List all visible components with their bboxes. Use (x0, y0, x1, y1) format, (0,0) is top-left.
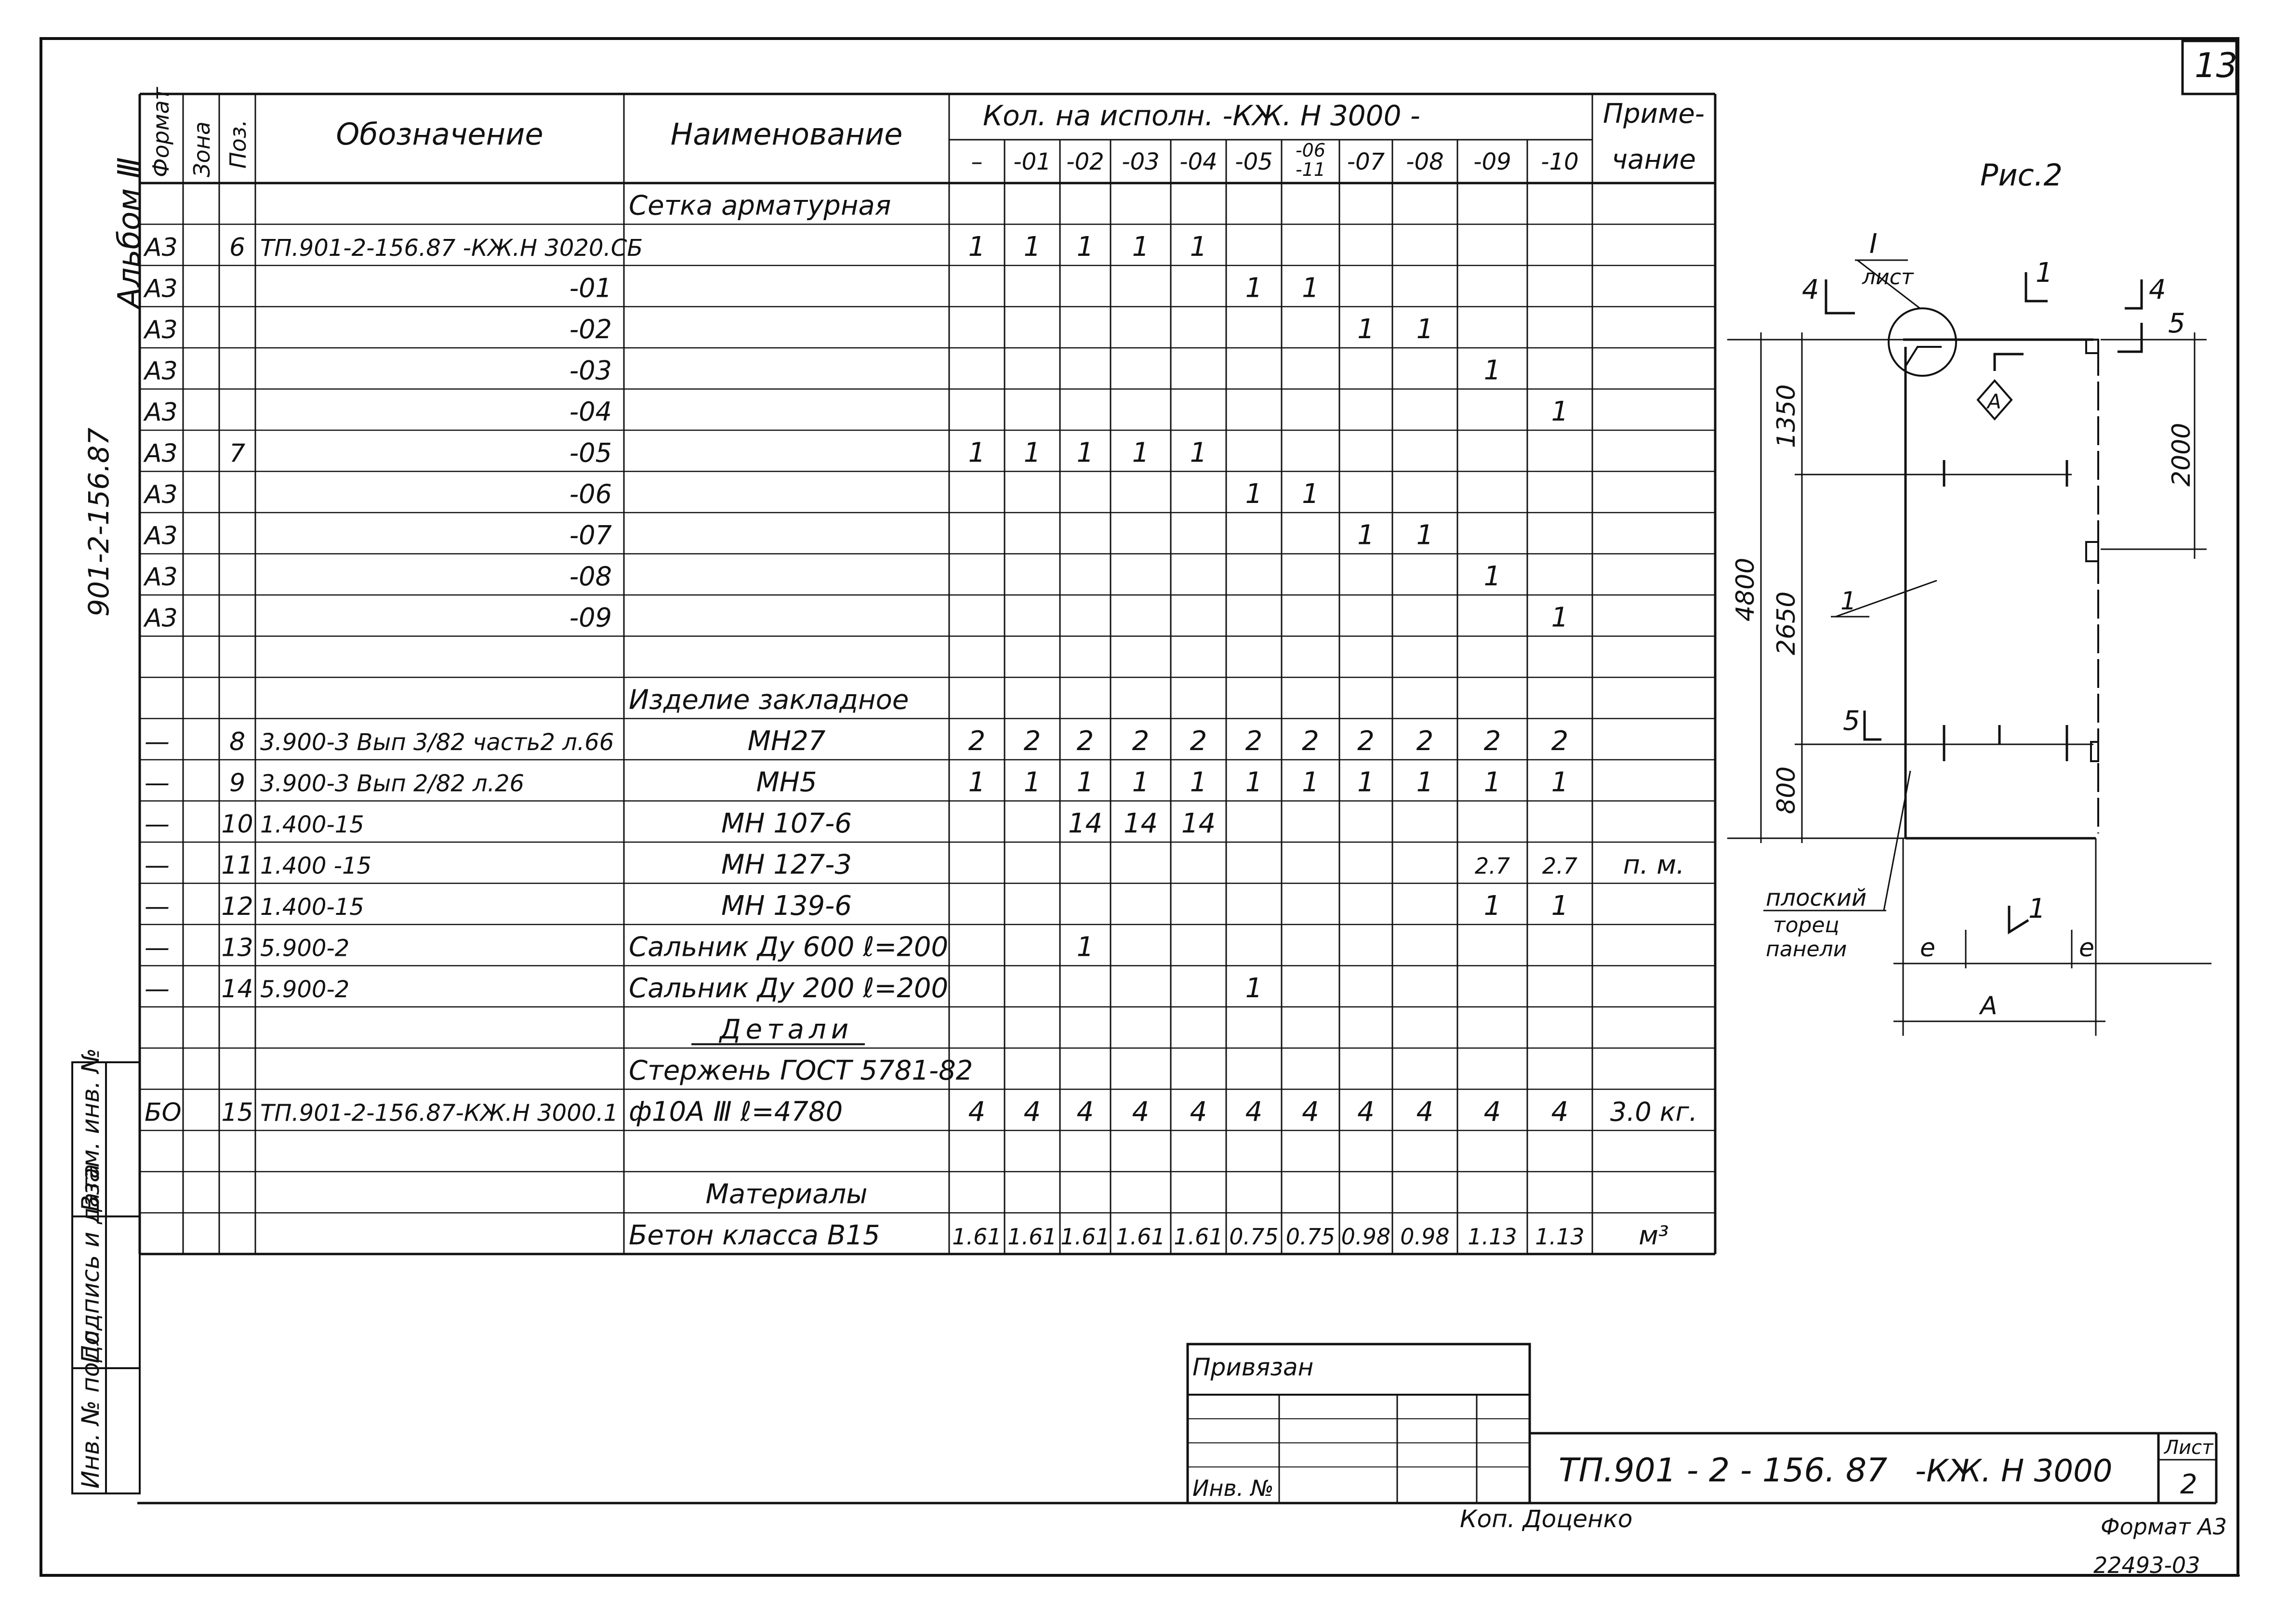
cell-format: А3 (145, 398, 178, 427)
cell-qty: 14 (1068, 808, 1103, 839)
exec-col-header: -07 (1347, 148, 1385, 175)
cell-qty: 2 (1357, 726, 1375, 757)
cell-qty: 1 (1357, 766, 1375, 798)
privyazan-label: Привязан (1192, 1353, 1314, 1381)
flat-end-note-2: торец (1773, 913, 1839, 937)
cell-designation: 1.400-15 (260, 811, 364, 838)
section-5-left-mark (1865, 711, 1881, 739)
cell-designation: 3.900-3 Вып 2/82 л.26 (260, 770, 525, 797)
cell-qty: 2 (1023, 726, 1041, 757)
doc-code: ТП.901 - 2 - 156. 87 (1559, 1452, 1888, 1490)
cell-qty: 2 (1132, 726, 1150, 757)
dim-2650: 2650 (1772, 591, 1801, 655)
cell-qty: 1 (1245, 272, 1263, 304)
cell-designation: -04 (569, 396, 612, 427)
cell-qty: 1 (1076, 437, 1094, 469)
cell-format: — (145, 810, 170, 839)
cell-qty: 0.75 (1229, 1224, 1279, 1250)
header-note-line2: чание (1612, 144, 1696, 175)
cell-qty: 2 (1551, 726, 1569, 757)
dim-total: 4800 (1731, 557, 1760, 621)
header-qty-group: Кол. на исполн. -КЖ. Н 3000 - (983, 99, 1420, 132)
cell-qty: 4 (1302, 1096, 1319, 1128)
cell-qty: 0.98 (1341, 1224, 1391, 1250)
cell-pos: 7 (229, 439, 246, 468)
cell-format: — (145, 933, 170, 963)
section-5-left: 5 (1843, 705, 1860, 737)
view-a-arrow (1995, 354, 2024, 371)
cell-note: 3.0 кг. (1610, 1096, 1698, 1127)
specification-table (140, 87, 1715, 1254)
project-code-vertical: 901-2-156.87 (82, 427, 115, 617)
copied-by: Коп. Доценко (1460, 1505, 1633, 1533)
cell-name: Сальник Ду 200 ℓ=200 (629, 973, 949, 1004)
flat-end-note-3: панели (1766, 937, 1847, 962)
cell-qty: 1 (1132, 766, 1150, 798)
cell-name: МН 139-6 (721, 890, 852, 922)
stamp-cell-inv-podl: Инв. № подл. (77, 1322, 105, 1489)
cell-name: МН5 (756, 766, 817, 798)
cell-name: Сетка арматурная (629, 190, 891, 222)
cell-designation: 3.900-3 Вып 3/82 часть2 л.66 (260, 729, 614, 756)
cell-pos: 11 (221, 851, 253, 880)
cell-qty: 14 (1123, 808, 1158, 839)
dim-800: 800 (1772, 766, 1801, 814)
cell-name: МН 127-3 (721, 849, 852, 881)
cell-qty: 4 (1416, 1096, 1434, 1128)
cell-qty: 1.61 (1174, 1224, 1223, 1250)
cell-qty: 1 (1190, 231, 1207, 263)
cell-name: Бетон класса В15 (629, 1220, 880, 1251)
cell-qty: 1.61 (1007, 1224, 1057, 1250)
cell-qty: 1 (1302, 272, 1319, 304)
header-format: Формат (148, 87, 174, 177)
cell-pos: 6 (229, 233, 246, 262)
view-a-marker-letter: А (1987, 390, 2001, 413)
cell-name: Изделие закладное (629, 684, 909, 716)
cell-pos: 13 (221, 933, 253, 963)
cell-name: Сальник Ду 600 ℓ=200 (629, 931, 949, 963)
cell-qty: 1 (1357, 519, 1375, 551)
cell-qty: 1 (968, 231, 986, 263)
album-label: Альбом Ⅲ (112, 157, 147, 308)
exec-col-header: -10 (1541, 148, 1579, 175)
stamp-cell-podpis: Подпись и дата (77, 1163, 105, 1363)
section-1-bottom: 1 (2028, 893, 2046, 924)
cell-qty: 2.7 (1474, 853, 1510, 879)
cell-qty: 4 (1551, 1096, 1569, 1128)
cell-qty: 1 (968, 437, 986, 469)
exec-col-header: -01 (1013, 148, 1051, 175)
cell-format: БО (145, 1098, 182, 1127)
cell-pos: 15 (221, 1098, 253, 1127)
cell-designation: ТП.901-2-156.87-КЖ.Н 3000.1 (260, 1099, 619, 1127)
exec-col-header: -08 (1406, 148, 1444, 175)
cell-name: ф10А Ⅲ ℓ=4780 (629, 1096, 843, 1128)
exec-col-header: -02 (1066, 148, 1104, 175)
exec-col-header: -09 (1473, 148, 1511, 175)
panel-top-left-detail (1905, 347, 1942, 366)
cell-pos: 8 (229, 727, 246, 756)
dim-e-left: e (1920, 934, 1935, 963)
cell-qty: 0.98 (1400, 1224, 1450, 1250)
cell-designation: -01 (569, 273, 612, 304)
cell-qty: 1 (1023, 231, 1041, 263)
cell-note: п. м. (1623, 849, 1685, 880)
cell-qty: 1.61 (1060, 1224, 1110, 1250)
cell-qty: 1 (1302, 766, 1319, 798)
cell-qty: 1 (1416, 314, 1434, 345)
cell-qty: 1 (1190, 437, 1207, 469)
panel-notch-top (2086, 340, 2098, 353)
cell-qty: 1 (1245, 973, 1263, 1004)
cell-format: — (145, 851, 170, 880)
cell-pos: 9 (229, 768, 246, 798)
cell-designation: -02 (569, 314, 612, 344)
flat-end-leader (1884, 771, 1910, 911)
header-pos: Поз. (225, 119, 251, 169)
cell-qty: 1 (1023, 437, 1041, 469)
cell-qty: 1 (1551, 396, 1569, 427)
cell-format: — (145, 768, 170, 798)
cell-format: А3 (145, 233, 178, 262)
cell-format: — (145, 892, 170, 921)
cell-format: А3 (145, 316, 178, 344)
cell-format: — (145, 975, 170, 1003)
cell-qty: 1.13 (1535, 1224, 1585, 1250)
order-number: 22493-03 (2093, 1552, 2200, 1578)
cell-designation: ТП.901-2-156.87 -КЖ.Н 3020.СБ (260, 235, 643, 262)
cell-designation: 5.900-2 (260, 976, 350, 1003)
cell-name: МН 107-6 (721, 808, 852, 839)
cell-qty: 1 (1551, 766, 1569, 798)
doc-suffix: -КЖ. Н 3000 (1915, 1453, 2113, 1489)
dim-2000: 2000 (2167, 423, 2196, 487)
cell-format: А3 (145, 480, 178, 509)
section-4-left: 4 (1802, 274, 1819, 305)
dim-a: А (1980, 991, 1998, 1020)
exec-col-header: -04 (1179, 148, 1217, 175)
cell-qty: 4 (1357, 1096, 1375, 1128)
cell-qty: 4 (1023, 1096, 1041, 1128)
inv-no-label: Инв. № (1192, 1475, 1274, 1501)
cell-format: А3 (145, 356, 178, 386)
cell-designation: 5.900-2 (260, 935, 350, 962)
section-1-bottom-mark (2009, 906, 2028, 932)
cell-name: Материалы (705, 1178, 868, 1210)
cell-qty: 1 (1483, 355, 1501, 386)
format-label: Формат А3 (2101, 1514, 2227, 1540)
section-4-left-mark (1826, 279, 1855, 313)
cell-qty: 1.61 (952, 1224, 1002, 1250)
cell-qty: 1 (1132, 231, 1150, 263)
cell-designation: -05 (569, 437, 612, 468)
header-designation: Обозначение (336, 117, 543, 152)
cell-qty: 2 (968, 726, 986, 757)
exec-col-header: -05 (1235, 148, 1273, 175)
figure-2-panel (1727, 158, 2211, 1036)
cell-qty: 4 (1076, 1096, 1094, 1128)
cell-qty: 1 (1551, 890, 1569, 922)
callout-circle (1889, 308, 1956, 376)
cell-pos: 10 (221, 810, 253, 839)
left-stamp-column (72, 1048, 140, 1493)
exec-col-header-bottom: -11 (1295, 159, 1326, 180)
cell-qty: 2 (1416, 726, 1434, 757)
cell-designation: 1.400-15 (260, 894, 364, 921)
header-zone: Зона (189, 121, 215, 177)
sheet-label: Лист (2164, 1437, 2213, 1459)
cell-qty: 4 (1190, 1096, 1207, 1128)
section-4-right: 4 (2149, 274, 2166, 305)
cell-qty: 1.61 (1116, 1224, 1165, 1250)
section-5-right: 5 (2168, 308, 2185, 339)
cell-qty: 1 (1245, 766, 1263, 798)
cell-qty: 1 (1483, 890, 1501, 922)
exec-col-header-top: -06 (1295, 140, 1326, 161)
exec-col-header: -03 (1122, 148, 1160, 175)
title-block (137, 1344, 2216, 1503)
cell-qty: 1 (1076, 231, 1094, 263)
cell-designation: -08 (569, 561, 612, 592)
cell-qty: 4 (968, 1096, 986, 1128)
cell-designation: -07 (569, 520, 612, 551)
cell-qty: 1 (1302, 478, 1319, 510)
cell-format: А3 (145, 521, 178, 551)
cell-qty: 2 (1076, 726, 1094, 757)
cell-qty: 1 (1483, 561, 1501, 592)
cell-pos: 12 (221, 892, 253, 921)
cell-qty: 4 (1483, 1096, 1501, 1128)
cell-format: А3 (145, 563, 178, 592)
header-name: Наименование (670, 117, 903, 152)
cell-qty: 2 (1245, 726, 1263, 757)
cell-name: Детали (719, 1014, 854, 1045)
dim-1350: 1350 (1772, 384, 1801, 448)
cell-qty: 1 (1416, 519, 1434, 551)
sheet-value: 2 (2180, 1469, 2197, 1500)
section-5-right-mark (2117, 323, 2142, 352)
cell-qty: 1 (1245, 478, 1263, 510)
cell-pos: 14 (221, 975, 253, 1003)
cell-designation: -06 (569, 479, 612, 509)
cell-note: м³ (1639, 1220, 1669, 1251)
cell-qty: 1 (1551, 602, 1569, 634)
cell-qty: 1 (1416, 766, 1434, 798)
cell-qty: 2 (1190, 726, 1207, 757)
cell-qty: 1 (1132, 437, 1150, 469)
cell-format: А3 (145, 274, 178, 304)
cell-qty: 1 (1357, 314, 1375, 345)
cell-qty: 2 (1483, 726, 1501, 757)
cell-qty: 1 (1023, 766, 1041, 798)
section-1-top: 1 (2036, 257, 2053, 289)
figure-title: Рис.2 (1980, 158, 2063, 193)
cell-qty: 1 (1076, 931, 1094, 963)
cell-designation: 1.400 -15 (260, 852, 372, 880)
cell-qty: 2.7 (1542, 853, 1578, 879)
flat-end-note-1: плоский (1766, 885, 1867, 911)
callout-roman: I (1869, 228, 1878, 260)
cell-designation: -03 (569, 355, 612, 386)
cell-format: А3 (145, 439, 178, 468)
stamp-cell-vzam: Взам. инв. № (77, 1048, 105, 1212)
cell-designation: -09 (569, 602, 612, 633)
cell-qty: 1.13 (1468, 1224, 1517, 1250)
section-4-right-mark (2125, 279, 2142, 308)
callout-sheet: лист (1862, 265, 1914, 290)
cell-qty: 1 (1076, 766, 1094, 798)
panel-notch-mid (2086, 542, 2098, 561)
cell-qty: 4 (1245, 1096, 1263, 1128)
cell-qty: 4 (1132, 1096, 1150, 1128)
cell-format: А3 (145, 604, 178, 633)
exec-col-header: – (971, 148, 983, 175)
cell-qty: 2 (1302, 726, 1319, 757)
cell-format: — (145, 727, 170, 756)
corner-sheet-number: 13 (2195, 46, 2238, 85)
cell-qty: 1 (1190, 766, 1207, 798)
cell-qty: 14 (1181, 808, 1216, 839)
cell-name: МН27 (747, 726, 826, 757)
cell-qty: 1 (968, 766, 986, 798)
cell-name: Стержень ГОСТ 5781-82 (629, 1055, 973, 1086)
dim-e-right: e (2079, 934, 2094, 963)
header-note-line1: Приме- (1603, 98, 1705, 130)
cell-qty: 0.75 (1285, 1224, 1336, 1250)
cell-qty: 1 (1483, 766, 1501, 798)
leader-1-label: 1 (1840, 587, 1857, 616)
